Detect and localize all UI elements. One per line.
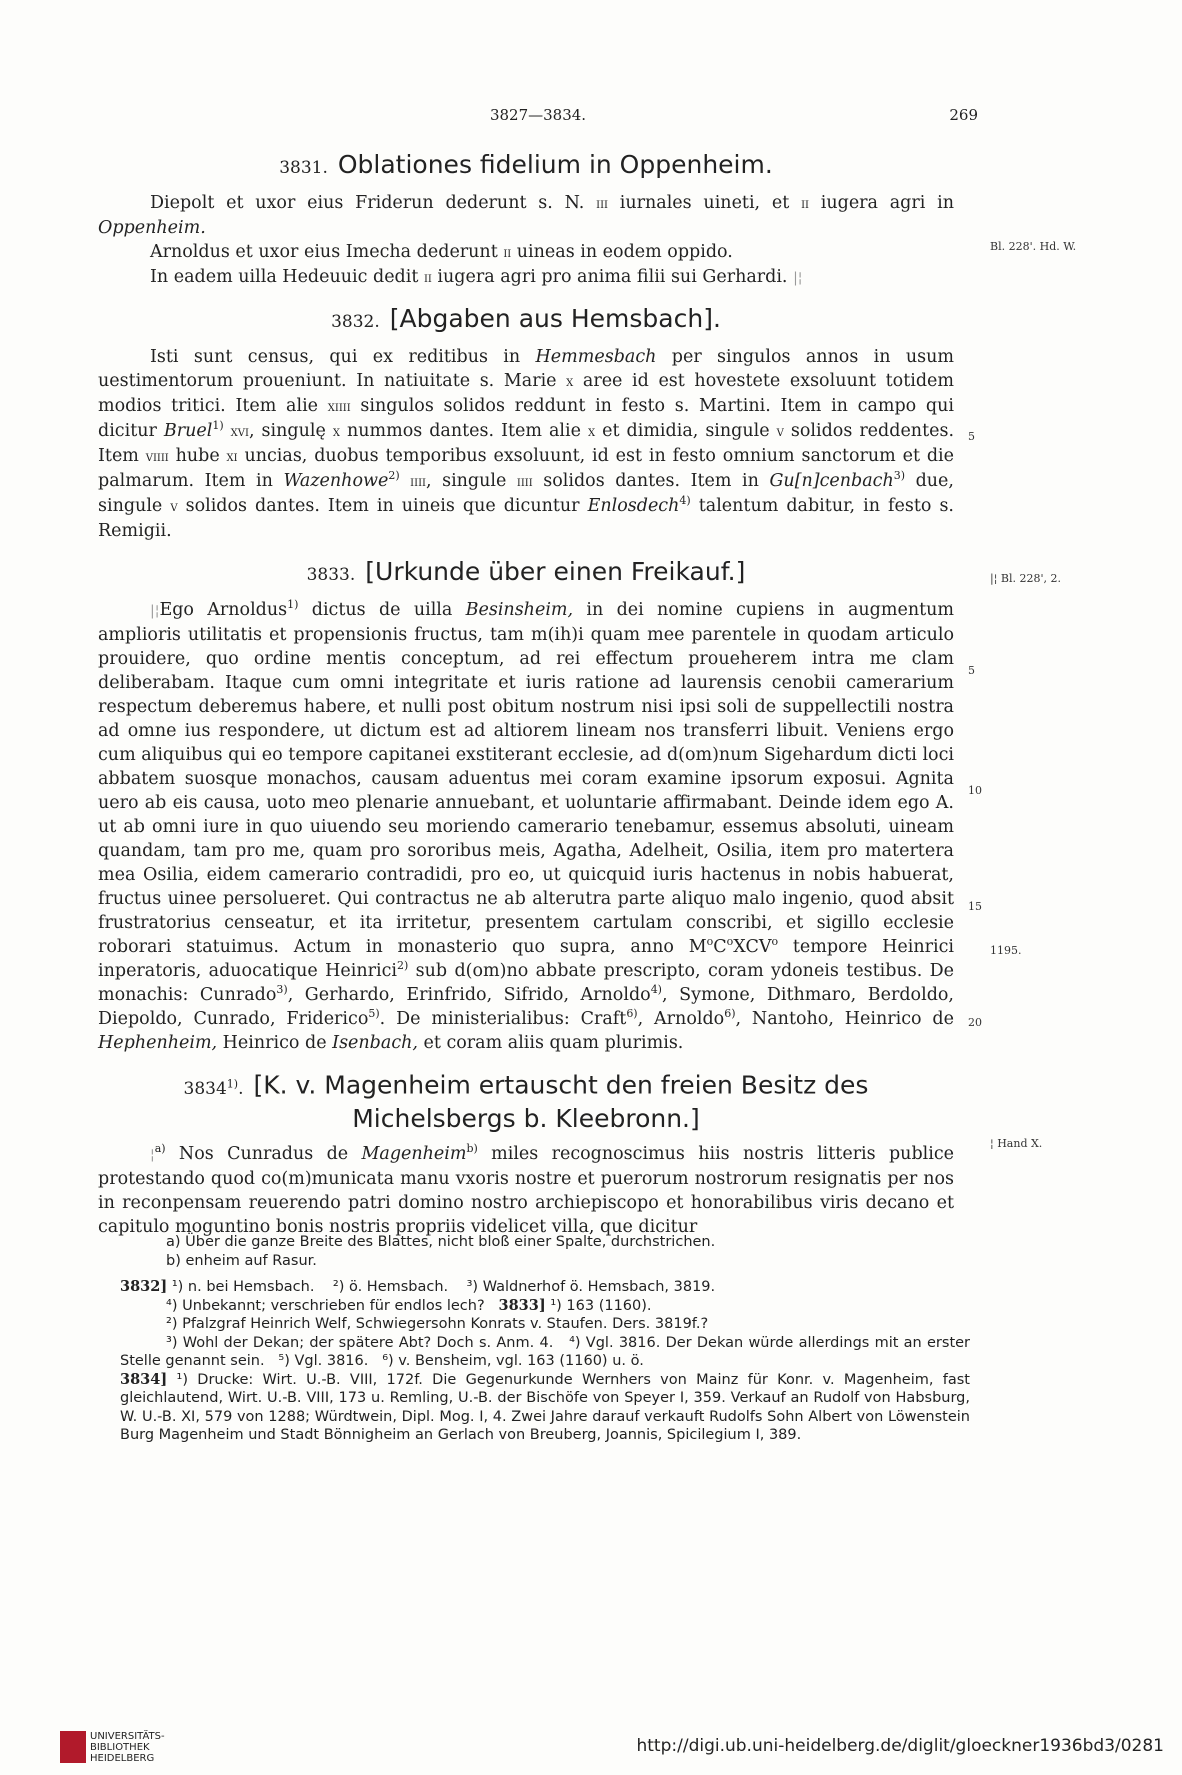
paragraph: Isti sunt census, qui ex reditibus in Hemmesbach per singulos annos in usum uestimentorum proueniunt. In natiuitate s. Marie x aree id est hovestete exsoluunt totidem modios tritici. Item alie xiiii singulos solidos reddunt in festo s. Martini. Item in campo qui dicitur Bruel$^{1)}$ xvi, singulę x nummos dantes. Item alie x et dimidia, singule v solidos reddentes. Item viiii hube xi uncias, duobus temporibus exsoluunt, id est in festo omnium sanctorum et die palmarum. Item in Wazenhowe$^{2)}$ iiii, singule iiii solidos dantes. Item in Gu[n]cenbach$^{3)}$ due, singule v solidos dantes. Item in uineis que dicuntur Enlosdech$^{4)}$ talentum dabitur, in festo s. Remigii. xyxy=(98,347,955,541)
section-title: Oblationes fidelium in Oppenheim. xyxy=(337,150,773,179)
main-text xyxy=(98,140,954,1239)
footnote: a) Über die ganze Breite des Blattes, nicht bloß einer Spalte, durchstrichen. xyxy=(166,1234,716,1250)
paragraph: Diepolt et uxor eius Friderun dederunt s. N. iii iurnales uineti, et ii iugera agri in Oppenheim. xyxy=(98,193,954,238)
source-url-link[interactable]: http://digi.ub.uni-heidelberg.de/diglit/gloeckner1936bd3/0281 xyxy=(636,1736,1164,1756)
folio-marker: |¦ xyxy=(150,603,160,619)
section-number: 3832. xyxy=(331,312,380,332)
line-number: 5 xyxy=(968,664,975,677)
running-head-range: 3827—3834. xyxy=(489,106,587,124)
line-number: 20 xyxy=(968,1016,982,1029)
folio-marker: |¦ xyxy=(793,270,803,286)
section-3833-heading xyxy=(98,557,954,590)
section-title: [K. v. Magenheim ertauscht den freien Besitz des Michelsbergs b. Kleebronn.] xyxy=(253,1070,869,1133)
footnotes xyxy=(120,1233,970,1445)
section-title: [Urkunde über einen Freikauf.] xyxy=(365,557,746,586)
place-name: Oppenheim. xyxy=(98,218,206,238)
section-number: 3834$^{1)}$. xyxy=(183,1077,244,1099)
footnote-block-3832: 3832] ¹) n. bei Hemsbach. ²) ö. Hemsbach. ³) Waldnerhof ö. Hemsbach, 3819. ⁴) Unbekannt; verschrieben für endlos lech? 3833] ¹) 163 (1160). ²) Pfalzgraf Heinrich Welf, Schwiegersohn Konrats v. Staufen. Ders. 3819f.? ³) Wohl der Dekan; der spätere Abt? Doch s. Anm. 4. ⁴) Vgl. 3816. Der Dekan würde allerdings mit an erster Stelle genannt sein. ⁵) Vgl. 3816. ⁶) v. Bensheim, vgl. 163 (1160) u. ö. xyxy=(120,1278,971,1369)
section-3831-heading xyxy=(98,150,954,183)
page-number: 269 xyxy=(949,106,978,124)
section-3832-heading xyxy=(98,304,954,337)
paragraph: Arnoldus et uxor eius Imecha dederunt ii uineas in eodem oppido. xyxy=(150,242,733,262)
margin-year: 1195. xyxy=(990,944,1022,957)
paragraph: ¦$^{a)}$ Nos Cunradus de Magenheim$^{b)}$ miles recognoscimus hiis nostris litteris publice protestando quod co(m)municata manu vxoris nostre et puerorum nostrorum resignatis per nos in reconpensam reuerendo patri domino nostro archiepiscopo et honorabilibus viris decano et capitulo moguntino bonis nostris propriis videlicet villa, que dicitur xyxy=(98,1141,954,1237)
paragraph: In eadem uilla Hedeuuic dedit ii iugera agri pro anima filii sui Gerhardi. |¦ xyxy=(150,267,803,287)
folio-marker: ¦ xyxy=(150,1146,155,1163)
footnote-block-3834: 3834] ¹) Drucke: Wirt. U.-B. VIII, 172f. Die Gegenurkunde Wernhers von Mainz für Konr. v. Magenheim, fast gleichlautend, Wirt. U.-B. VIII, 173 u. Remling, U.-B. der Bischöfe von Speyer I, 359. Verkauf an Rudolf von Habsburg, W. U.-B. XI, 579 von 1288; Würdtwein, Dipl. Mog. I, 4. Zwei Jahre darauf verkauft Rudolfs Sohn Albert von Löwenstein Burg Magenheim und Stadt Bönnigheim an Gerlach von Breuberg, Joannis, Spicilegium I, 389. xyxy=(120,1370,970,1443)
line-number: 5 xyxy=(968,430,975,443)
margin-note: ¦ Hand X. xyxy=(990,1137,1043,1150)
library-logo: UNIVERSITÄTS- BIBLIOTHEK HEIDELBERG xyxy=(60,1731,180,1764)
section-number: 3833. xyxy=(306,565,356,585)
footnote: b) enheim auf Rasur. xyxy=(166,1252,317,1269)
running-head xyxy=(98,106,978,130)
margin-note: |¦ Bl. 228', 2. xyxy=(990,572,1062,585)
section-3834-heading xyxy=(98,1069,954,1134)
paragraph: |¦Ego Arnoldus$^{1)}$ dictus de uilla Besinsheim, in dei nomine cupiens in augmentum amplioris utilitatis et propensionis fructus, tam m(ih)i quam mee parentele in quodam articulo prouidere, quo ordine mentis conceptum, ad rei effectum proueherem intra me clam deliberabam. Itaque cum omni integritate et iuris ratione ad laurensis cenobii camerarium respectum deberemus habere, et nulli post obitum nostrum nisi ipsi soli de suppellectili nostra ad omne ius respondere, ut dictum est ad altiorem lineam nos transferri libuit. Veniens ergo cum aliquibus qui eo tempore capitanei exstiterant ecclesie, ad d(om)num Sigehardum dicti loci abbatem suosque monachos, causam aduentus mei coram examine ipsorum exposui. Agnita uero ab eis causa, uoto meo plenarie annuebant, et uoluntarie affirmabant. Deinde idem ego A. ut ab omni iure in quo uiuendo seu moriendo camerario tenebamur, essemus absoluti, uineam quandam, tam pro me, quam pro sororibus meis, Agatha, Adelheit, Osilia, item pro matertera mea Osilia, eidem camerario contradidi, pro eo, ut quicquid iuris hactenus in nobis habuerat, fructus uinee persolueret. Qui contractus ne ab alterutra parte aliquo malo ingenio, quod absit frustratorius censeatur, et ita irritetur, presentem cartulam conscribi, et sigillo ecclesie roborari statuimus. Actum in monasterio quo supra, anno $M^oC^oXCV^o$ tempore Heinrici inperatoris, aduocatique Heinrici$^{2)}$ sub d(om)no abbate prescripto, coram ydoneis testibus. De monachis: Cunrado$^{3)}$, Gerhardo, Erinfrido, Sifrido, Arnoldo$^{4)}$, Symone, Dithmaro, Berdoldo, Diepoldo, Cunrado, Friderico$^{5)}$. De ministerialibus: Craft$^{6)}$, Arnoldo$^{6)}$, Nantoho, Heinrico de Hephenheim, Heinrico de Isenbach, et coram aliis quam plurimis. xyxy=(98,598,954,1053)
margin-note: Bl. 228'. Hd. W. xyxy=(990,240,1077,253)
section-title: [Abgaben aus Hemsbach]. xyxy=(389,304,721,333)
library-logo-icon xyxy=(60,1731,86,1763)
line-number: 15 xyxy=(968,900,982,913)
section-number: 3831. xyxy=(279,158,328,178)
line-number: 10 xyxy=(968,784,982,797)
